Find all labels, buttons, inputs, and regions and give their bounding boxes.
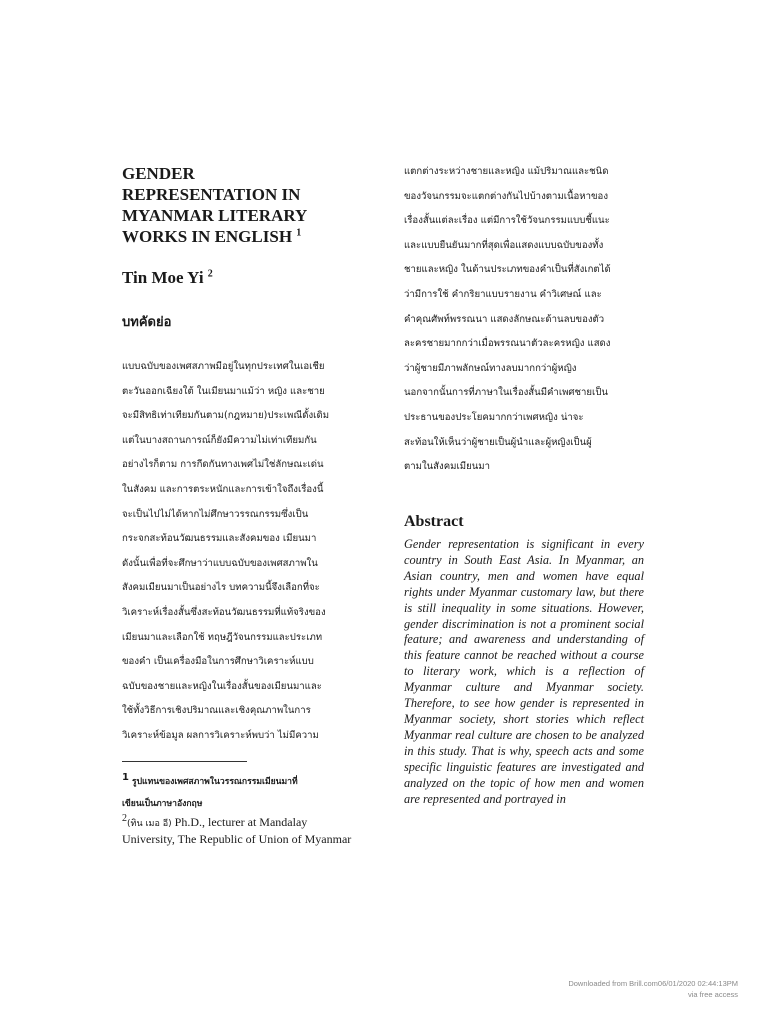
thai-left-line: แต่ในบางสถานการณ์ก็ยังมีความไม่เท่าเทียมกัน [122, 434, 317, 446]
footnote-divider [122, 761, 247, 762]
thai-right-line: ชายและหญิง ในด้านประเภทของคำเป็นที่สังเกตได้ [404, 264, 611, 276]
thai-right-line: ตามในสังคมเมียนมา [404, 461, 490, 473]
download-note-line-2: via free access [687, 990, 738, 999]
abstract-heading: Abstract [404, 513, 464, 531]
footnote-1 [122, 771, 362, 815]
thai-right-line: ของวัจนกรรมจะแตกต่างกันไปบ้างตามเนื้อหาของ [404, 190, 609, 202]
thai-right-line: ว่ามีการใช้ คำกริยาแบบรายงาน คำวิเศษณ์ และ [404, 288, 602, 300]
thai-left-line: ของคำ เป็นเครื่องมือในการศึกษาวิเคราะห์แบบ [122, 656, 314, 668]
author-name-text: Tin Moe Yi [122, 268, 204, 287]
abstract-body: Gender representation is significant in every country in South East Asia. In Myanmar, an Asian country, men and women have equal rights under Myanmar customary law, but there is still inequality in some situations. However, gender discrimination is not a prominent social feature; and awareness and understanding of this feature cannot be reached without a course to literary work, which is a reflection of Myanmar culture and Myanmar society. Therefore, to see how gender is represented in Myanmar society, short stories which reflect Myanmar real culture are chosen to be analyzed in this study. That is why, speech acts and some specific linguistic features are investigated and analyzed on the topic of how men and women are represented and portrayed in [404, 537, 644, 806]
title-line-3: MYANMAR LITERARY [122, 206, 308, 225]
thai-right-line: นอกจากนั้นการที่ภาษาในเรื่องสั้นมีคำเพศชายเป็น [404, 387, 608, 399]
left-column [122, 163, 362, 846]
title-footnote-marker[interactable]: 1 [296, 227, 302, 239]
thai-right-line: แตกต่างระหว่างชายและหญิง แม้ปริมาณและชนิด [404, 166, 609, 177]
thai-right-line: เรื่องสั้นแต่ละเรื่อง แต่มีการใช้วัจนกรรมแบบชี้แนะ [404, 215, 610, 227]
thai-left-line: จะมีสิทธิเท่าเทียมกันตาม(กฎหมาย)ประเพณีดั้งเดิม [122, 410, 330, 422]
thai-left-line: สังคมเมียนมาเป็นอย่างไร บทความนี้จึงเลือกที่จะ [122, 582, 320, 594]
thai-left-line: กระจกสะท้อนวัฒนธรรมและสังคมของ เมียนมา [122, 533, 317, 545]
thai-abstract-left [122, 355, 362, 749]
thai-left-line: จะเป็นไปไม่ได้หากไม่ศึกษาวรรณกรรมซึ่งเป็น [122, 508, 309, 520]
thai-left-line: ฉบับของชายและหญิงในเรื่องสั้นของเมียนมาและ [122, 680, 322, 692]
thai-right-line: คำคุณศัพท์พรรณนา แสดงลักษณะด้านลบของตัว [404, 313, 605, 325]
footnote-1-marker: 1 [122, 772, 129, 784]
thai-left-line: ตะวันออกเฉียงใต้ ในเมียนมาแม้ว่า หญิง และชาย [122, 385, 325, 397]
thai-left-line: อย่างไรก็ตาม การกีดกันทางเพศไม่ใช่ลักษณะเด่น [122, 459, 324, 471]
download-watermark [568, 978, 738, 1000]
title-line-4: WORKS IN ENGLISH [122, 227, 293, 246]
author-footnote-marker[interactable]: 2 [207, 268, 213, 280]
thai-left-line: ในสังคม และการตระหนักและการเข้าใจถึงเรื่องนี้ [122, 483, 324, 495]
thai-right-line: และแบบยืนยันมากที่สุดเพื่อแสดงแบบฉบับของทั้ง [404, 239, 604, 251]
title-line-2: REPRESENTATION IN [122, 185, 301, 204]
thai-right-line: ละครชายมากกว่าเมื่อพรรณนาตัวละครหญิง แสดง [404, 338, 611, 350]
thai-right-line: ประธานของประโยคมากกว่าเพศหญิง น่าจะ [404, 411, 584, 423]
thai-left-line: ใช้ทั้งวิธีการเชิงปริมาณและเชิงคุณภาพในการ [122, 705, 311, 717]
footnote-2-text: Ph.D., lecturer at Mandalay University, The Republic of Union of Myanmar [122, 815, 352, 846]
thai-left-line: แบบฉบับของเพศสภาพมีอยู่ในทุกประเทศในเอเชีย [122, 361, 325, 372]
footnote-1-text-line-2: เขียนเป็นภาษาอังกฤษ [122, 799, 203, 809]
paper-title [122, 163, 362, 247]
thai-left-line: วิเคราะห์เรื่องสั้นซึ่งสะท้อนวัฒนธรรมที่แท้จริงของ [122, 606, 326, 618]
thai-right-line: ว่าผู้ชายมีภาพลักษณ์ทางลบมากกว่าผู้หญิง [404, 362, 577, 374]
footnotes [122, 771, 362, 847]
footnote-2-marker: 2 [122, 813, 127, 824]
footnote-2 [122, 815, 362, 847]
thai-left-line: วิเคราะห์ข้อมูล ผลการวิเคราะห์พบว่า ไม่มีความ [122, 729, 319, 741]
thai-left-line: เมียนมาและเลือกใช้ ทฤษฎีวัจนกรรมและประเภท [122, 631, 323, 643]
footnote-2-thai-name: (ทิน เมอ อี) [127, 819, 172, 829]
thai-left-line: ดังนั้นเพื่อที่จะศึกษาว่าแบบฉบับของเพศสภาพใน [122, 557, 318, 569]
download-note-line-1: Downloaded from Brill.com06/01/2020 02:44:13PM [568, 979, 738, 988]
footnote-1-text-line-1: รูปแทนของเพศสภาพในวรรณกรรมเมียนมาที่ [131, 777, 298, 787]
author-name [122, 267, 362, 288]
thai-abstract-right [404, 160, 644, 480]
title-line-1: GENDER [122, 164, 195, 183]
thai-abstract-heading: บทคัดย่อ [122, 315, 172, 330]
thai-right-line: สะท้อนให้เห็นว่าผู้ชายเป็นผู้นำและผู้หญิงเป็นผู้ [404, 436, 592, 448]
